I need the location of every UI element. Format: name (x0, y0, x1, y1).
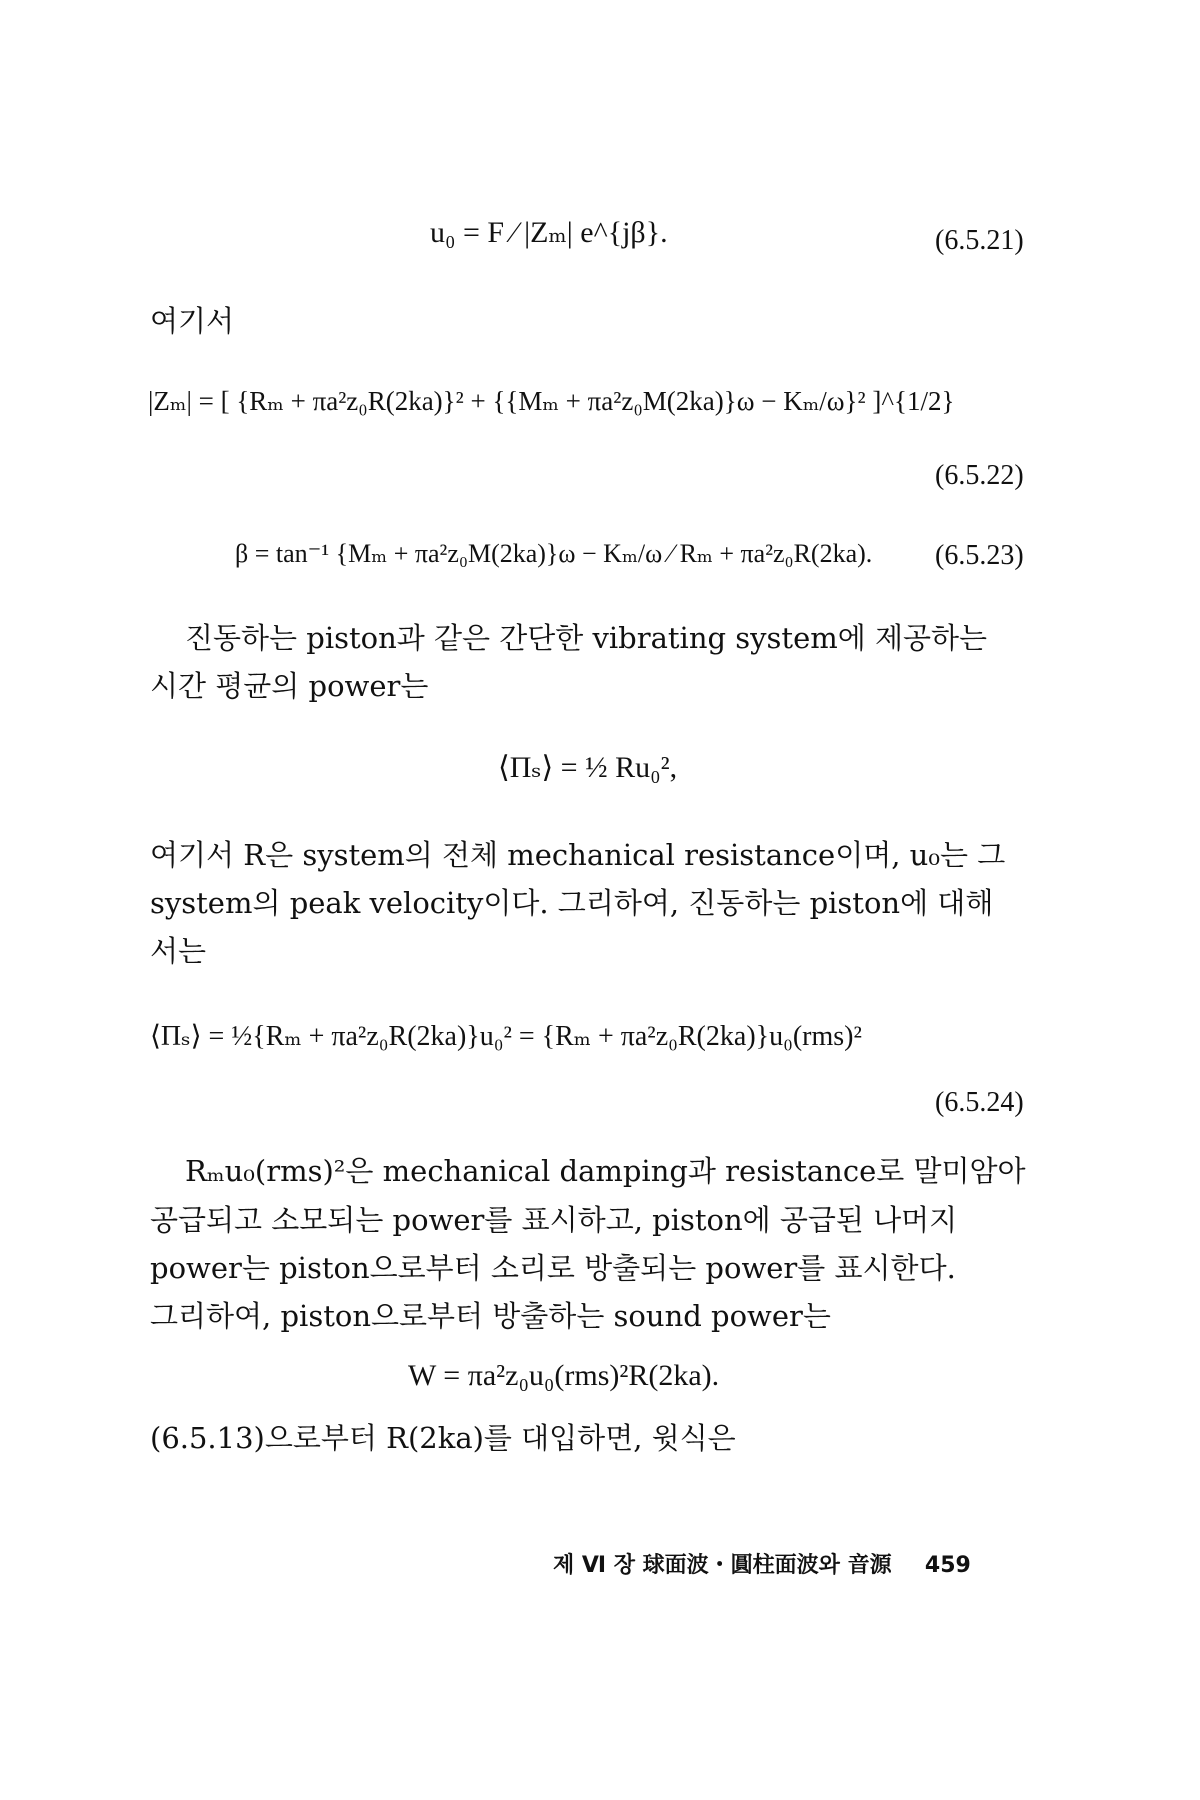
body-paragraph-3-line-2: 공급되고 소모되는 power를 표시하고, piston에 공급된 나머지 (150, 1203, 958, 1237)
equation-number-6-5-23: (6.5.23) (935, 540, 1024, 571)
body-paragraph-1-line-2: 시간 평균의 power는 (150, 669, 429, 703)
equation-sound-power: W = πa²z₀u₀(rms)²R(2ka). (408, 1359, 720, 1392)
body-paragraph-3-line-4: 그리하여, piston으로부터 방출하는 sound power는 (150, 1299, 831, 1333)
equation-expression: u₀ = F ⁄ |Zₘ| e^{jβ}. (430, 216, 668, 249)
equation-6-5-21 (430, 215, 668, 251)
equation-6-5-23: β = tan⁻¹ {Mₘ + πa²z₀M(2ka)}ω − Kₘ/ω ⁄ Rₘ + πa²z₀R(2ka). (235, 539, 873, 568)
running-footer (553, 1548, 971, 1579)
footer-chapter-title: 제 Ⅵ 장 球面波・圓柱面波와 音源 (553, 1553, 892, 1578)
body-paragraph-1-line-1: 진동하는 piston과 같은 간단한 vibrating system에 제공하는 (185, 621, 988, 655)
body-paragraph-2-line-2: system의 peak velocity이다. 그리하여, 진동하는 piston에 대해 (150, 886, 994, 920)
equation-power-average: ⟨Πₛ⟩ = ½ Ru₀², (498, 751, 678, 784)
body-paragraph-2-line-1: 여기서 R은 system의 전체 mechanical resistance이며, u₀는 그 (150, 838, 1006, 872)
equation-number-6-5-21: (6.5.21) (935, 225, 1024, 256)
body-paragraph-3-line-3: power는 piston으로부터 소리로 방출되는 power를 표시한다. (150, 1251, 956, 1285)
equation-6-5-22: |Zₘ| = [ {Rₘ + πa²z₀R(2ka)}² + {{Mₘ + πa²z₀M(2ka)}ω − Kₘ/ω}² ]^{1/2} (148, 386, 955, 416)
page-number: 459 (924, 1553, 971, 1578)
body-text-where: 여기서 (150, 304, 235, 338)
equation-6-5-24: ⟨Πₛ⟩ = ½{Rₘ + πa²z₀R(2ka)}u₀² = {Rₘ + πa²z₀R(2ka)}u₀(rms)² (150, 1021, 862, 1052)
equation-number-6-5-22: (6.5.22) (935, 460, 1024, 491)
body-paragraph-4: (6.5.13)으로부터 R(2ka)를 대입하면, 윗식은 (150, 1421, 736, 1455)
body-paragraph-3-line-1: Rₘu₀(rms)²은 mechanical damping과 resistance로 말미암아 (185, 1154, 1026, 1188)
body-paragraph-2-line-3: 서는 (150, 934, 207, 968)
equation-number-6-5-24: (6.5.24) (935, 1087, 1024, 1118)
